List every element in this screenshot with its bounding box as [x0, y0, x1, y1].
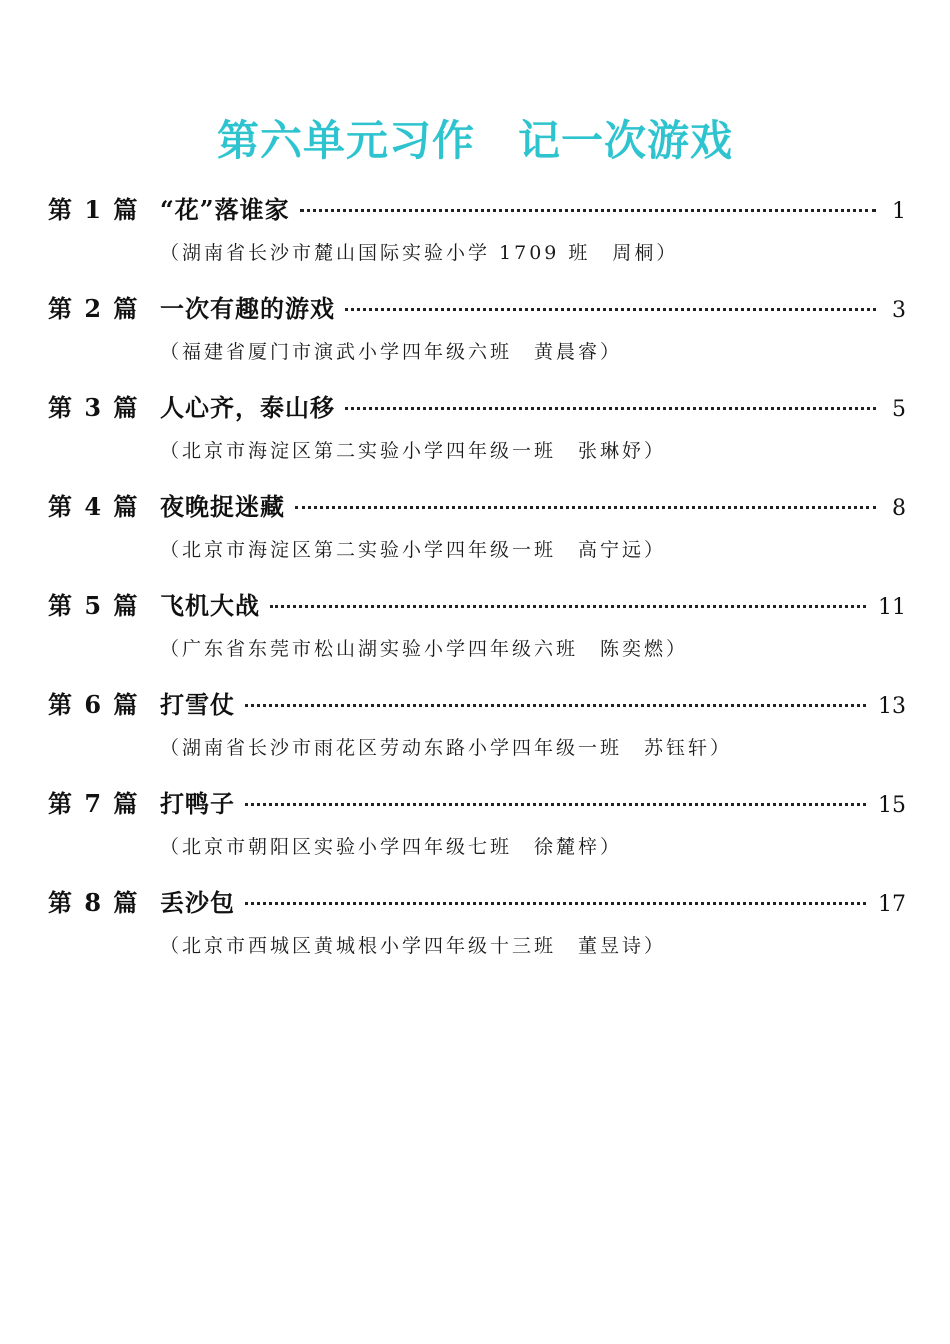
- toc-entry[interactable]: [48, 883, 906, 982]
- entry-author: （北京市海淀区第二实验小学四年级一班 张琳妤）: [160, 440, 667, 462]
- toc-entry[interactable]: [48, 685, 906, 784]
- entry-number: 第 8 篇: [48, 888, 140, 917]
- toc-entry[interactable]: [48, 388, 906, 487]
- entry-title[interactable]: 打鸭子: [160, 789, 235, 818]
- entry-page-number: 5: [892, 397, 906, 422]
- dot-leader: [245, 902, 866, 905]
- toc-entry-row: [48, 190, 906, 234]
- dot-leader: [270, 605, 866, 608]
- entry-page-number: 15: [878, 793, 906, 818]
- entry-title[interactable]: 人心齐，泰山移: [160, 393, 335, 422]
- dot-leader: [245, 803, 866, 806]
- dot-leader: [295, 506, 876, 509]
- entry-number: 第 4 篇: [48, 492, 140, 521]
- entry-number: 第 3 篇: [48, 393, 140, 422]
- entry-title[interactable]: 丢沙包: [160, 888, 235, 917]
- toc-entry[interactable]: [48, 784, 906, 883]
- entry-page-number: 11: [878, 595, 906, 620]
- entry-page-number: 17: [878, 892, 906, 917]
- entry-page-number: 3: [892, 298, 906, 323]
- entry-title[interactable]: 一次有趣的游戏: [160, 294, 335, 323]
- entry-title[interactable]: 飞机大战: [160, 591, 260, 620]
- entry-author: （北京市西城区黄城根小学四年级十三班 董昱诗）: [160, 935, 667, 957]
- dot-leader: [345, 308, 876, 311]
- entry-number: 第 2 篇: [48, 294, 140, 323]
- entry-author: （北京市朝阳区实验小学四年级七班 徐麓梓）: [160, 836, 623, 858]
- entry-number: 第 5 篇: [48, 591, 140, 620]
- entry-author: （湖南省长沙市雨花区劳动东路小学四年级一班 苏钰轩）: [160, 737, 733, 759]
- entry-title[interactable]: 打雪仗: [160, 690, 235, 719]
- entry-author: （广东省东莞市松山湖实验小学四年级六班 陈奕燃）: [160, 638, 689, 660]
- entry-number: 第 6 篇: [48, 690, 140, 719]
- entry-title[interactable]: 夜晚捉迷藏: [160, 492, 285, 521]
- toc-entry-row: [48, 388, 906, 432]
- dot-leader: [245, 704, 866, 707]
- table-of-contents: [48, 190, 906, 982]
- entry-number: 第 7 篇: [48, 789, 140, 818]
- entry-page-number: 13: [878, 694, 906, 719]
- entry-author: （福建省厦门市演武小学四年级六班 黄晨睿）: [160, 341, 623, 363]
- toc-entry[interactable]: [48, 289, 906, 388]
- toc-entry-row: [48, 289, 906, 333]
- toc-entry[interactable]: [48, 487, 906, 586]
- toc-entry-row: [48, 487, 906, 531]
- toc-entry[interactable]: [48, 190, 906, 289]
- entry-author: （湖南省长沙市麓山国际实验小学 1709 班 周桐）: [160, 242, 679, 264]
- toc-entry-row: [48, 685, 906, 729]
- entry-number: 第 1 篇: [48, 195, 140, 224]
- toc-entry-row: [48, 883, 906, 927]
- entry-title[interactable]: “花”落谁家: [160, 195, 290, 224]
- toc-entry[interactable]: [48, 586, 906, 685]
- entry-page-number: 8: [892, 496, 906, 521]
- dot-leader: [300, 209, 876, 212]
- dot-leader: [345, 407, 876, 410]
- entry-author: （北京市海淀区第二实验小学四年级一班 高宁远）: [160, 539, 667, 561]
- toc-entry-row: [48, 784, 906, 828]
- toc-entry-row: [48, 586, 906, 630]
- entry-page-number: 1: [892, 199, 906, 224]
- page-title: 第六单元习作 记一次游戏: [216, 116, 733, 165]
